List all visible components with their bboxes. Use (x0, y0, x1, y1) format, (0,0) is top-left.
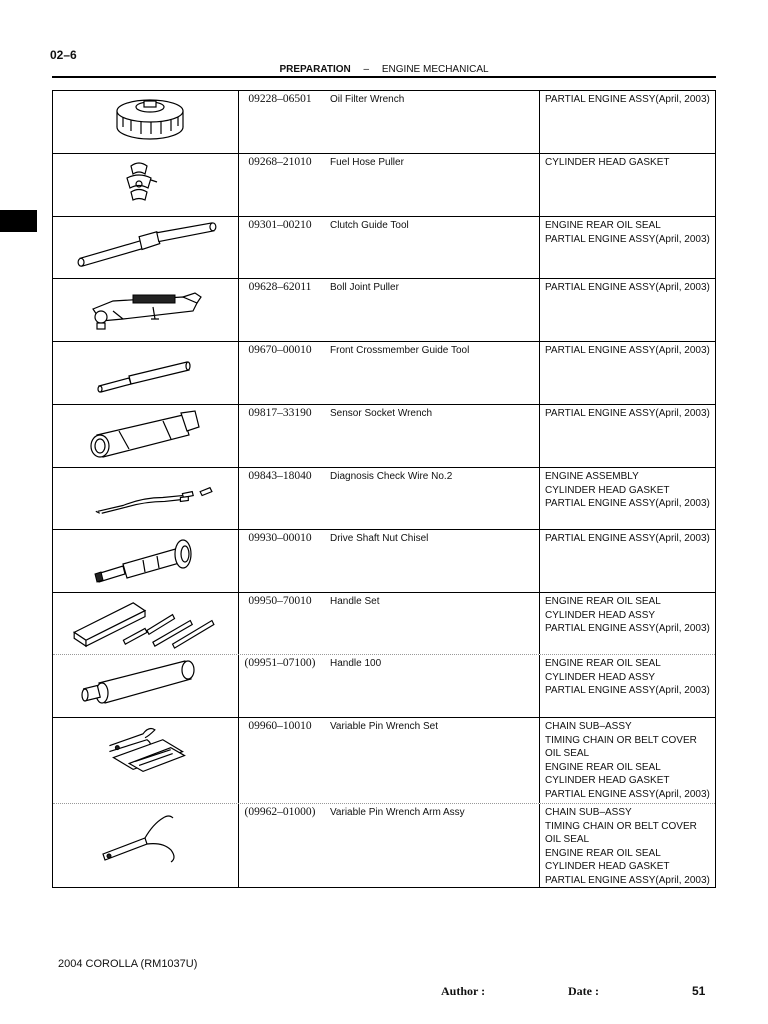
used-for-item: CYLINDER HEAD GASKET (545, 861, 670, 873)
table-row (53, 91, 715, 154)
tool-image (53, 468, 239, 529)
section-tab (0, 210, 37, 232)
used-for-cell (539, 530, 715, 592)
tool-image (53, 718, 239, 803)
page-header (52, 64, 716, 76)
pin-wrench-set-icon (53, 718, 239, 803)
used-for-cell (539, 804, 715, 888)
used-for-cell (539, 91, 715, 153)
tool-name: Boll Joint Puller (330, 282, 399, 293)
used-for-item: TIMING CHAIN OR BELT COVER OIL SEAL (545, 820, 697, 846)
table-row (53, 718, 715, 804)
used-for-item: ENGINE REAR OIL SEAL (545, 658, 661, 669)
tool-image (53, 91, 239, 153)
part-number: (09951–07100) (244, 657, 316, 669)
tool-image (53, 655, 239, 717)
used-for-item: ENGINE REAR OIL SEAL (545, 847, 661, 859)
part-number: 09817–33190 (248, 407, 312, 419)
part-number: 09950–70010 (248, 595, 312, 607)
handle-set-icon (53, 593, 239, 654)
used-for-cell (539, 468, 715, 529)
nut-chisel-icon (53, 530, 239, 592)
vehicle-model: 2004 COROLLA (RM1037U) (58, 958, 198, 970)
used-for-item: PARTIAL ENGINE ASSY(April, 2003) (545, 788, 710, 800)
used-for-item: PARTIAL ENGINE ASSY(April, 2003) (545, 685, 710, 697)
table-row (53, 530, 715, 593)
tool-image (53, 405, 239, 467)
tool-image (53, 804, 239, 888)
chapter-title: ENGINE MECHANICAL (381, 64, 489, 75)
tool-name: Diagnosis Check Wire No.2 (330, 471, 453, 482)
used-for-item: PARTIAL ENGINE ASSY(April, 2003) (545, 874, 710, 886)
used-for-item: ENGINE REAR OIL SEAL (545, 761, 661, 773)
part-number: (09962–01000) (244, 806, 316, 818)
header-rule (52, 76, 716, 78)
author-label: Author : (441, 984, 486, 998)
part-number: 09960–10010 (248, 720, 312, 732)
oil-filter-wrench-icon (53, 91, 239, 153)
table-row (53, 342, 715, 405)
tool-name: Drive Shaft Nut Chisel (330, 533, 429, 544)
used-for-item: TIMING CHAIN OR BELT COVER OIL SEAL (545, 734, 697, 760)
page-number: 51 (692, 984, 706, 998)
used-for-cell (539, 718, 715, 803)
tool-name: Handle 100 (330, 658, 382, 669)
used-for-cell (539, 342, 715, 404)
fuel-hose-puller-icon (53, 154, 239, 216)
header-separator: – (363, 64, 370, 75)
used-for-cell (539, 279, 715, 341)
used-for-cell (539, 217, 715, 278)
part-number: 09228–06501 (248, 93, 312, 105)
check-wire-icon (53, 468, 239, 529)
used-for-cell (539, 655, 715, 717)
part-number: 09930–00010 (248, 532, 312, 544)
used-for-item: PARTIAL ENGINE ASSY(April, 2003) (545, 233, 710, 245)
tool-image (53, 593, 239, 654)
sensor-socket-wrench-icon (53, 405, 239, 467)
used-for-item: CYLINDER HEAD GASKET (545, 157, 670, 168)
tool-image (53, 342, 239, 404)
table-row (53, 279, 715, 342)
tool-name: Clutch Guide Tool (330, 220, 409, 231)
clutch-guide-tool-icon (53, 217, 239, 278)
tool-image (53, 530, 239, 592)
part-number: 09670–00010 (248, 344, 312, 356)
used-for-item: CYLINDER HEAD ASSY (545, 609, 656, 621)
tools-table (52, 90, 716, 888)
used-for-item: PARTIAL ENGINE ASSY(April, 2003) (545, 345, 710, 356)
table-row (53, 405, 715, 468)
section-title: PREPARATION (279, 64, 351, 75)
used-for-item: CHAIN SUB–ASSY (545, 721, 632, 732)
used-for-item: ENGINE REAR OIL SEAL (545, 596, 661, 607)
table-row (53, 468, 715, 530)
tool-name: Handle Set (330, 596, 380, 607)
tool-image (53, 279, 239, 341)
table-row (53, 593, 715, 655)
used-for-item: ENGINE ASSEMBLY (545, 471, 639, 482)
tool-image (53, 217, 239, 278)
used-for-item: PARTIAL ENGINE ASSY(April, 2003) (545, 498, 710, 510)
part-number: 09301–00210 (248, 219, 312, 231)
part-number: 09843–18040 (248, 470, 312, 482)
ball-joint-puller-icon (53, 279, 239, 341)
date-label: Date : (568, 984, 599, 998)
used-for-item: CYLINDER HEAD GASKET (545, 484, 670, 496)
section-number: 02–6 (50, 48, 77, 62)
used-for-item: PARTIAL ENGINE ASSY(April, 2003) (545, 533, 710, 544)
table-row (53, 217, 715, 279)
tool-name: Fuel Hose Puller (330, 157, 404, 168)
used-for-cell (539, 405, 715, 467)
crossmember-guide-tool-icon (53, 342, 239, 404)
tool-image (53, 154, 239, 216)
tool-name: Oil Filter Wrench (330, 94, 405, 105)
used-for-cell (539, 154, 715, 216)
used-for-item: CYLINDER HEAD ASSY (545, 671, 656, 683)
used-for-item: ENGINE REAR OIL SEAL (545, 220, 661, 231)
tool-name: Variable Pin Wrench Arm Assy (330, 807, 465, 818)
table-row (53, 655, 715, 718)
table-row (53, 154, 715, 217)
used-for-item: PARTIAL ENGINE ASSY(April, 2003) (545, 282, 710, 293)
tool-name: Front Crossmember Guide Tool (330, 345, 470, 356)
tool-name: Variable Pin Wrench Set (330, 721, 439, 732)
used-for-item: PARTIAL ENGINE ASSY(April, 2003) (545, 94, 710, 105)
used-for-item: PARTIAL ENGINE ASSY(April, 2003) (545, 623, 710, 635)
tool-name: Sensor Socket Wrench (330, 408, 433, 419)
used-for-item: PARTIAL ENGINE ASSY(April, 2003) (545, 408, 710, 419)
part-number: 09628–62011 (248, 281, 312, 293)
used-for-cell (539, 593, 715, 654)
pin-wrench-arm-icon (53, 804, 239, 888)
table-row (53, 804, 715, 888)
used-for-item: CYLINDER HEAD GASKET (545, 775, 670, 787)
part-number: 09268–21010 (248, 156, 312, 168)
handle-100-icon (53, 655, 239, 717)
used-for-item: CHAIN SUB–ASSY (545, 807, 632, 818)
